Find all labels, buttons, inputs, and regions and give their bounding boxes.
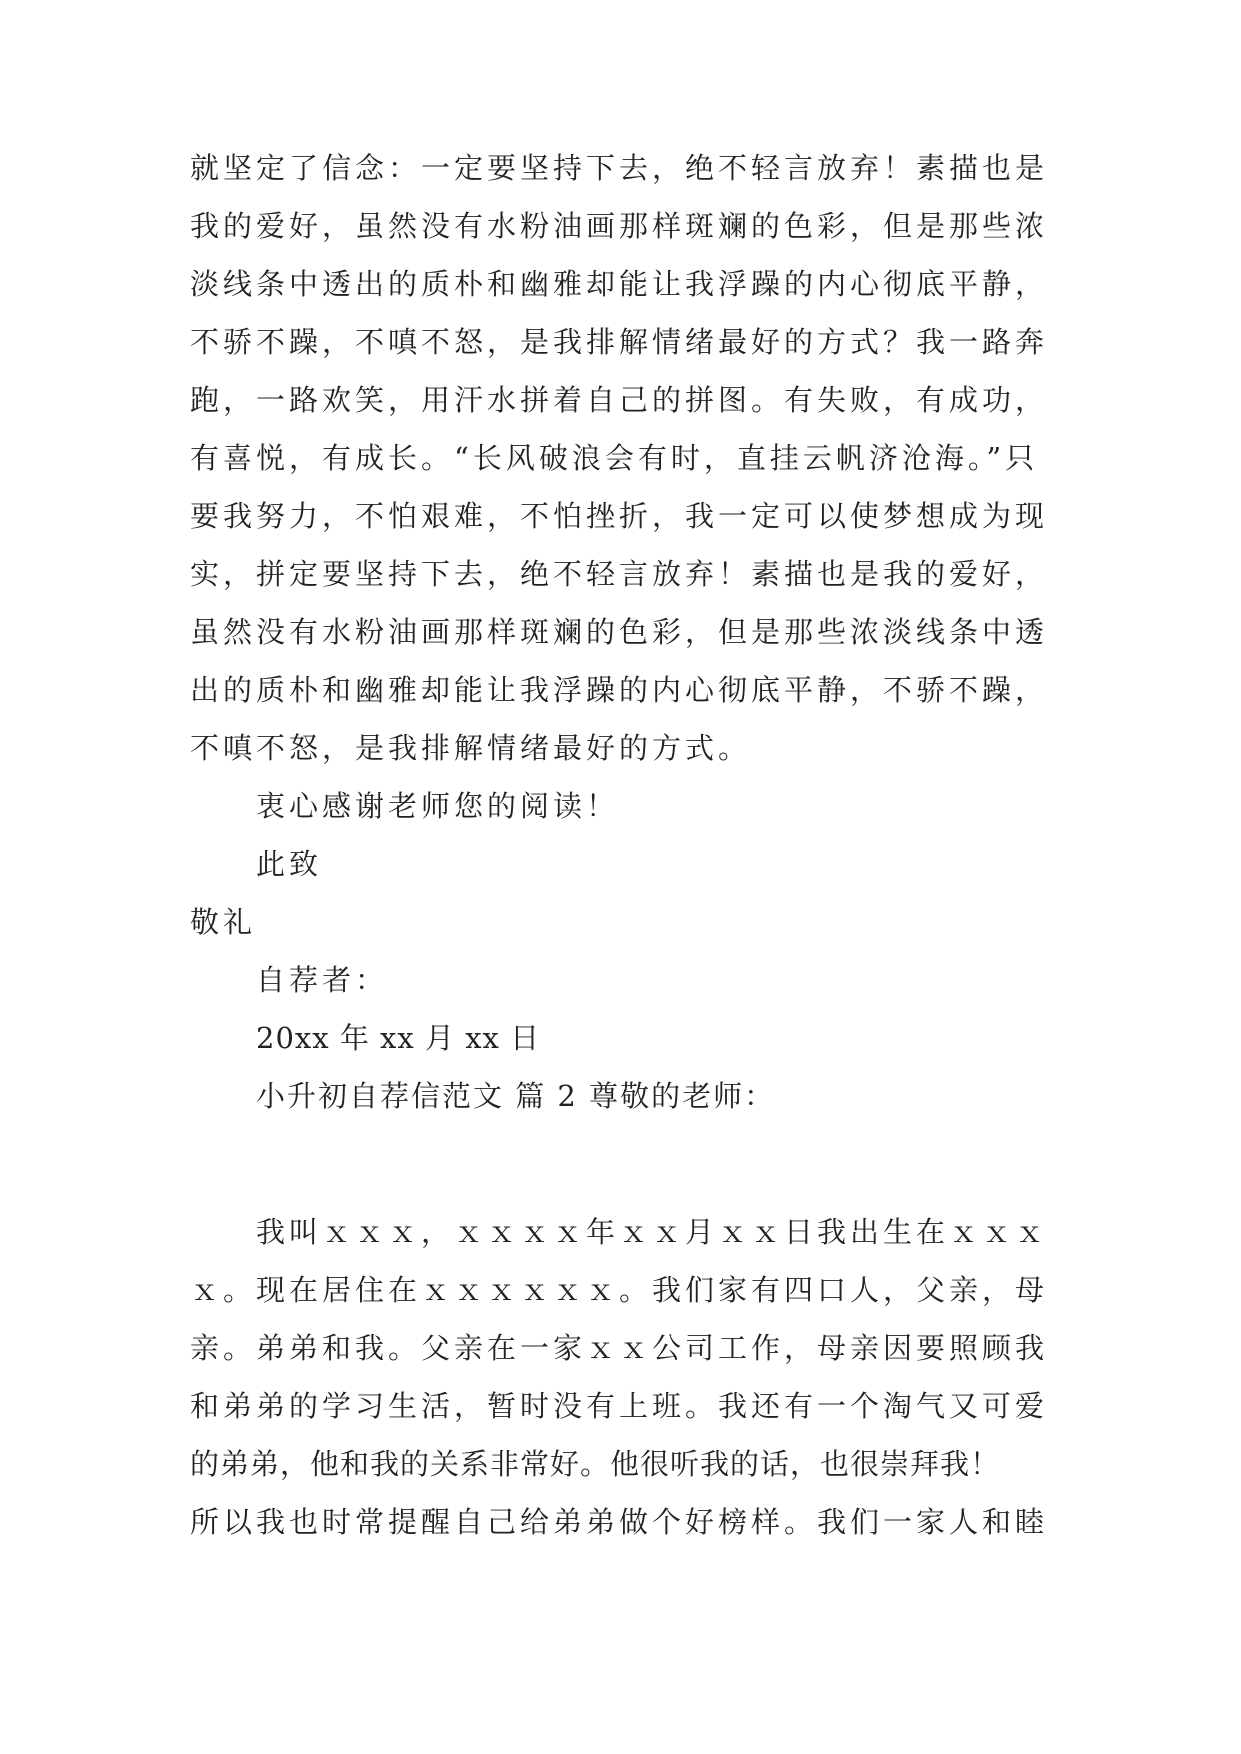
paragraph-line: 实，拼定要坚持下去，绝不轻言放弃！素描也是我的爱好，	[190, 557, 1049, 591]
paragraph-line: 和弟弟的学习生活，暂时没有上班。我还有一个淘气又可爱	[190, 1389, 1049, 1423]
date-line: 20xx 年 xx 月 xx 日	[256, 1021, 541, 1055]
paragraph-line: 的弟弟，他和我的关系非常好。他很听我的话，也很崇拜我！	[190, 1447, 1001, 1481]
section-heading: 小升初自荐信范文 篇 2 尊敬的老师：	[256, 1079, 776, 1113]
paragraph-line: 亲。弟弟和我。父亲在一家ｘｘ公司工作，母亲因要照顾我	[190, 1331, 1049, 1365]
paragraph-line: 我叫ｘｘｘ，ｘｘｘｘ年ｘｘ月ｘｘ日我出生在ｘｘｘ	[256, 1215, 1049, 1249]
paragraph-line: 不嗔不怒，是我排解情绪最好的方式。	[190, 731, 752, 765]
paragraph-line: 我的爱好，虽然没有水粉油画那样斑斓的色彩，但是那些浓	[190, 209, 1049, 243]
paragraph-line: 不骄不躁，不嗔不怒，是我排解情绪最好的方式？我一路奔	[190, 325, 1049, 359]
paragraph-line: 就坚定了信念：一定要坚持下去，绝不轻言放弃！素描也是	[190, 151, 1049, 185]
paragraph-line: ｘ。现在居住在ｘｘｘｘｘｘ。我们家有四口人，父亲，母	[190, 1273, 1049, 1307]
paragraph-line: 所以我也时常提醒自己给弟弟做个好榜样。我们一家人和睦	[190, 1505, 1049, 1539]
paragraph-line: 出的质朴和幽雅却能让我浮躁的内心彻底平静，不骄不躁，	[190, 673, 1049, 707]
paragraph-line: 跑，一路欢笑，用汗水拼着自己的拼图。有失败，有成功，	[190, 383, 1049, 417]
signature-line: 自荐者：	[256, 963, 389, 997]
paragraph-line: 要我努力，不怕艰难，不怕挫折，我一定可以使梦想成为现	[190, 499, 1049, 533]
jingli-line: 敬礼	[190, 905, 257, 939]
cizhi-line: 此致	[256, 847, 323, 881]
thanks-line: 衷心感谢老师您的阅读！	[256, 789, 620, 823]
paragraph-line: 淡线条中透出的质朴和幽雅却能让我浮躁的内心彻底平静，	[190, 267, 1049, 301]
paragraph-line: 有喜悦，有成长。“长风破浪会有时，直挂云帆济沧海。”只	[190, 441, 1039, 475]
paragraph-line: 虽然没有水粉油画那样斑斓的色彩，但是那些浓淡线条中透	[190, 615, 1049, 649]
